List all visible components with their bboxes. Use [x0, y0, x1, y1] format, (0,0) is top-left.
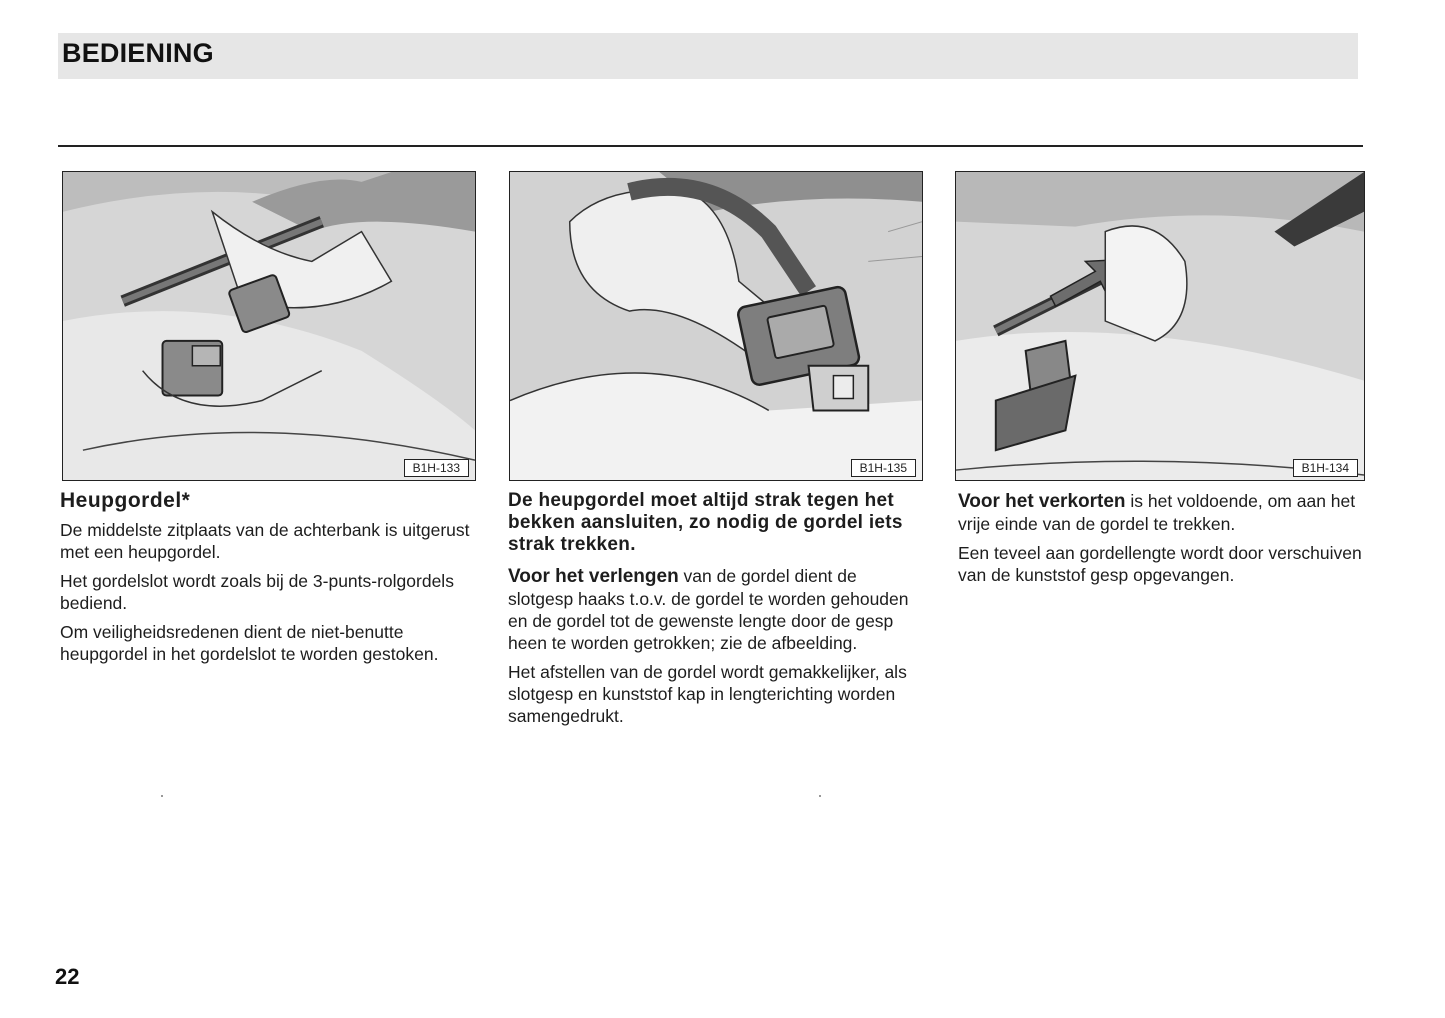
- horizontal-rule: [58, 145, 1363, 147]
- figure-label: B1H-134: [1293, 459, 1358, 477]
- shorten-text: is het voldoende, om aan het vrije einde van de gordel te trekken.: [958, 491, 1356, 534]
- illustration-buckle-lengthen: [510, 172, 922, 480]
- paragraph-excess: Een teveel aan gordellengte wordt door verschuiven van de kunststof gesp opgevangen.: [958, 543, 1362, 585]
- column-middle: [508, 490, 924, 734]
- figure-label: B1H-135: [851, 459, 916, 477]
- figure-label: B1H-133: [404, 459, 469, 477]
- page-title: BEDIENING: [62, 38, 214, 68]
- paragraph-shorten: [958, 490, 1368, 535]
- figure-lap-belt-buckle: [62, 171, 476, 481]
- figure-belt-lengthen: [509, 171, 923, 481]
- column-left: [60, 490, 474, 672]
- section-heading: Heupgordel*: [60, 489, 191, 512]
- lengthen-text: van de gordel dient de slotgesp haaks t.o.v. de gordel te worden gehouden en de gordel tot de gewenste lengte door de gesp heen te worden getrokken; zie de afbeelding.: [508, 566, 909, 653]
- paragraph: De middelste zitplaats van de achterbank is uitgerust met een heupgordel.: [60, 520, 470, 562]
- figure-belt-shorten: [955, 171, 1365, 481]
- illustration-buckle-insert: [63, 172, 475, 480]
- illustration-buckle-shorten: [956, 172, 1364, 480]
- page-number: 22: [55, 964, 80, 989]
- header-bar: [58, 33, 1358, 79]
- paragraph: Het gordelslot wordt zoals bij de 3-punts-rolgordels bediend.: [60, 571, 454, 613]
- paragraph-adjust: Het afstellen van de gordel wordt gemakkelijker, als slotgesp en kunststof kap in lengterichting worden samengedrukt.: [508, 662, 907, 726]
- paragraph: Om veiligheidsredenen dient de niet-benutte heupgordel in het gordelslot te worden gestoken.: [60, 622, 439, 664]
- shorten-term: Voor het verkorten: [958, 491, 1126, 512]
- column-right: [958, 490, 1368, 593]
- lengthen-term: Voor het verlengen: [508, 566, 679, 587]
- print-speck: [161, 795, 163, 797]
- print-speck: [819, 795, 821, 797]
- paragraph-lengthen: [508, 565, 924, 654]
- lead-paragraph: De heupgordel moet altijd strak tegen het bekken aansluiten, zo nodig de gordel iets strak trekken.: [508, 490, 903, 555]
